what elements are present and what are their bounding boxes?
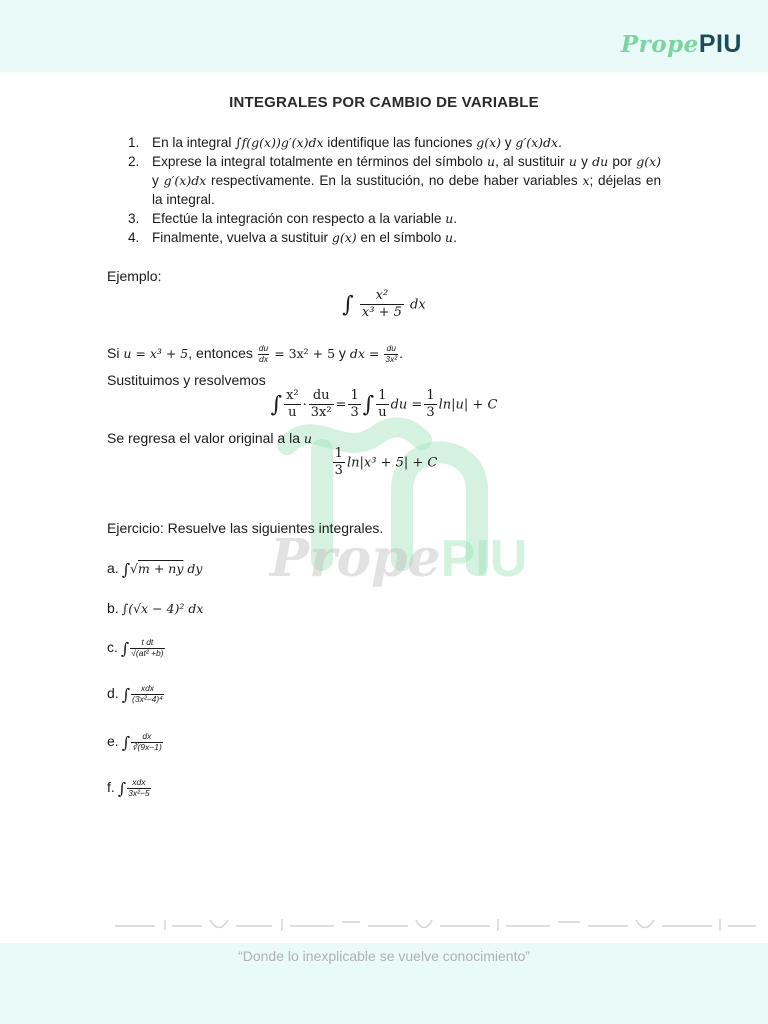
math-expr: dx xyxy=(410,297,426,313)
example-result xyxy=(0,446,768,480)
integral-sign: ∫ xyxy=(121,560,131,579)
exercise-label: b. xyxy=(107,600,119,616)
page-title: INTEGRALES POR CAMBIO DE VARIABLE xyxy=(229,94,539,111)
fraction xyxy=(131,684,164,705)
exercises-heading: Ejercicio: Resuelve las siguientes integrales. xyxy=(107,520,384,536)
exercise-c xyxy=(107,638,166,659)
denominator: 3 xyxy=(426,405,435,421)
step-text: en el símbolo xyxy=(356,230,446,245)
math-expr: g(x) xyxy=(636,154,661,169)
numerator: xdx xyxy=(132,777,146,787)
math-expr: dx = xyxy=(349,345,384,361)
math-expr: u xyxy=(445,230,454,245)
math-op: = xyxy=(335,397,347,413)
math-expr: du = xyxy=(390,397,423,413)
fraction xyxy=(376,388,388,422)
step-1 xyxy=(128,133,661,152)
fraction xyxy=(309,388,334,422)
fraction xyxy=(424,388,436,422)
math-expr: x xyxy=(582,173,590,188)
math-expr: m + ny xyxy=(138,561,184,577)
exercise-f xyxy=(107,778,152,799)
footer-tagline: “Donde lo inexplicable se vuelve conocimiento” xyxy=(238,948,530,964)
logo-text-piu: PIU xyxy=(698,30,742,58)
fraction xyxy=(130,638,164,659)
math-expr: g′(x)dx xyxy=(515,135,559,150)
denominator: 3 xyxy=(350,405,359,421)
fraction xyxy=(131,732,163,753)
numerator: x² xyxy=(286,388,299,403)
exercise-b xyxy=(107,600,203,616)
fraction xyxy=(127,778,151,799)
math-expr: ln|u| + C xyxy=(438,397,498,413)
numerator: du xyxy=(258,343,269,353)
denominator: u xyxy=(378,405,387,421)
watermark-prope: Prope xyxy=(270,528,441,589)
example-integral xyxy=(0,288,768,322)
denominator: √(at² +b) xyxy=(131,647,164,658)
integral-sign: ∫ xyxy=(117,778,127,798)
sqrt-sign: √ xyxy=(130,561,138,577)
steps-list xyxy=(128,133,661,247)
denominator: (3x²−4)⁴ xyxy=(132,693,163,704)
math-expr: g′(x)dx xyxy=(163,173,207,188)
integral-sign: ∫ xyxy=(120,638,130,658)
step-text: y xyxy=(501,135,516,150)
step-number: 4. xyxy=(128,230,140,245)
integral-sign: ∫ xyxy=(342,292,354,318)
denominator: 3x² xyxy=(385,353,398,364)
exercise-d xyxy=(107,684,165,705)
denominator: 3 xyxy=(334,463,343,479)
math-expr: u xyxy=(568,154,577,169)
numerator: du xyxy=(386,343,396,353)
numerator: 1 xyxy=(378,388,387,403)
numerator: dx xyxy=(142,731,152,741)
text: , entonces xyxy=(188,344,257,361)
step-text: Finalmente, vuelva a sustituir xyxy=(152,230,332,245)
denominator: dx xyxy=(258,353,268,364)
exercise-label: a. xyxy=(107,560,119,577)
math-expr: g(x) xyxy=(331,230,357,245)
step-text: y xyxy=(152,173,164,188)
fraction xyxy=(360,288,404,322)
numerator: x² xyxy=(375,288,389,303)
denominator: 3x² xyxy=(310,405,332,421)
denominator: 3x²−5 xyxy=(128,787,150,798)
step-4 xyxy=(128,228,661,247)
numerator: 1 xyxy=(334,446,343,461)
math-expr: u xyxy=(487,154,496,169)
step-text: . xyxy=(453,230,457,245)
step-2 xyxy=(128,152,661,209)
watermark-text xyxy=(270,528,527,589)
math-expr: dy xyxy=(183,561,203,577)
math-expr: g(x) xyxy=(476,135,501,150)
exercise-e xyxy=(107,732,164,753)
step-number: 1. xyxy=(128,135,140,150)
step-number: 3. xyxy=(128,211,140,226)
sust-text: Sustituimos y resolvemos xyxy=(107,372,266,388)
numerator: xdx xyxy=(140,683,155,693)
example-label: Ejemplo: xyxy=(107,268,162,284)
step-text: ; déjelas en la integral. xyxy=(152,173,662,207)
step-text: respectivamente. En la sustitución, no debe haber variables xyxy=(206,173,583,188)
step-text: En la integral xyxy=(152,135,236,150)
substitution-equation xyxy=(0,388,768,422)
math-op: · xyxy=(302,397,307,413)
fraction xyxy=(333,446,345,480)
step-text: identifique las funciones xyxy=(323,135,477,150)
denominator: ∛(9x−1) xyxy=(132,741,162,752)
text: Si xyxy=(107,344,124,361)
exercise-a xyxy=(107,560,202,579)
math-expr: du xyxy=(592,154,609,169)
math-expr: = 3x² + 5 xyxy=(270,345,336,361)
denominator: x³ + 5 xyxy=(361,305,402,321)
integral-sign: ∫ xyxy=(121,732,131,752)
text: Se regresa el valor original a la xyxy=(107,430,304,446)
watermark-piu: PIU xyxy=(440,530,528,588)
inverted-answers-strip xyxy=(110,914,760,934)
math-expr: u = x³ + 5 xyxy=(123,345,189,361)
integral-sign: ∫ xyxy=(362,392,375,418)
denominator: u xyxy=(284,404,301,421)
numerator: 1 xyxy=(426,388,435,403)
regresa-line xyxy=(107,430,312,446)
math-expr: u xyxy=(445,211,454,226)
step-text: . xyxy=(558,135,562,150)
fraction xyxy=(348,388,360,422)
math-expr: ∫f(g(x))g′(x)dx xyxy=(235,135,324,150)
math-expr: ln|x³ + 5| + C xyxy=(346,455,438,471)
math-expr: ∫(√x − 4)² dx xyxy=(121,601,204,616)
integral-sign: ∫ xyxy=(121,684,131,704)
numerator: du xyxy=(312,388,330,403)
step-text: , al sustituir xyxy=(495,154,569,169)
step-text: por xyxy=(608,154,637,169)
text: . xyxy=(399,344,403,361)
exercise-label: d. xyxy=(107,684,119,701)
integral-sign: ∫ xyxy=(270,392,283,418)
fraction xyxy=(284,388,301,422)
numerator: 1 xyxy=(350,388,359,403)
propepiu-logo xyxy=(621,30,742,59)
step-text: y xyxy=(576,154,593,169)
fraction xyxy=(384,344,398,365)
numerator: t dt xyxy=(141,637,154,647)
math-expr: u xyxy=(303,431,312,446)
logo-text-prope: Prope xyxy=(620,31,699,58)
example-si-line xyxy=(107,344,403,365)
step-text: Efectúe la integración con respecto a la variable xyxy=(152,211,446,226)
step-text: . xyxy=(453,211,458,226)
text: y xyxy=(335,344,350,361)
step-number: 2. xyxy=(128,154,140,169)
step-text: Exprese la integral totalmente en términos del símbolo xyxy=(152,154,488,169)
fraction xyxy=(258,344,269,365)
exercise-label: f. xyxy=(107,778,115,795)
step-3 xyxy=(128,209,661,228)
exercise-label: c. xyxy=(107,638,118,655)
exercise-label: e. xyxy=(107,732,119,749)
